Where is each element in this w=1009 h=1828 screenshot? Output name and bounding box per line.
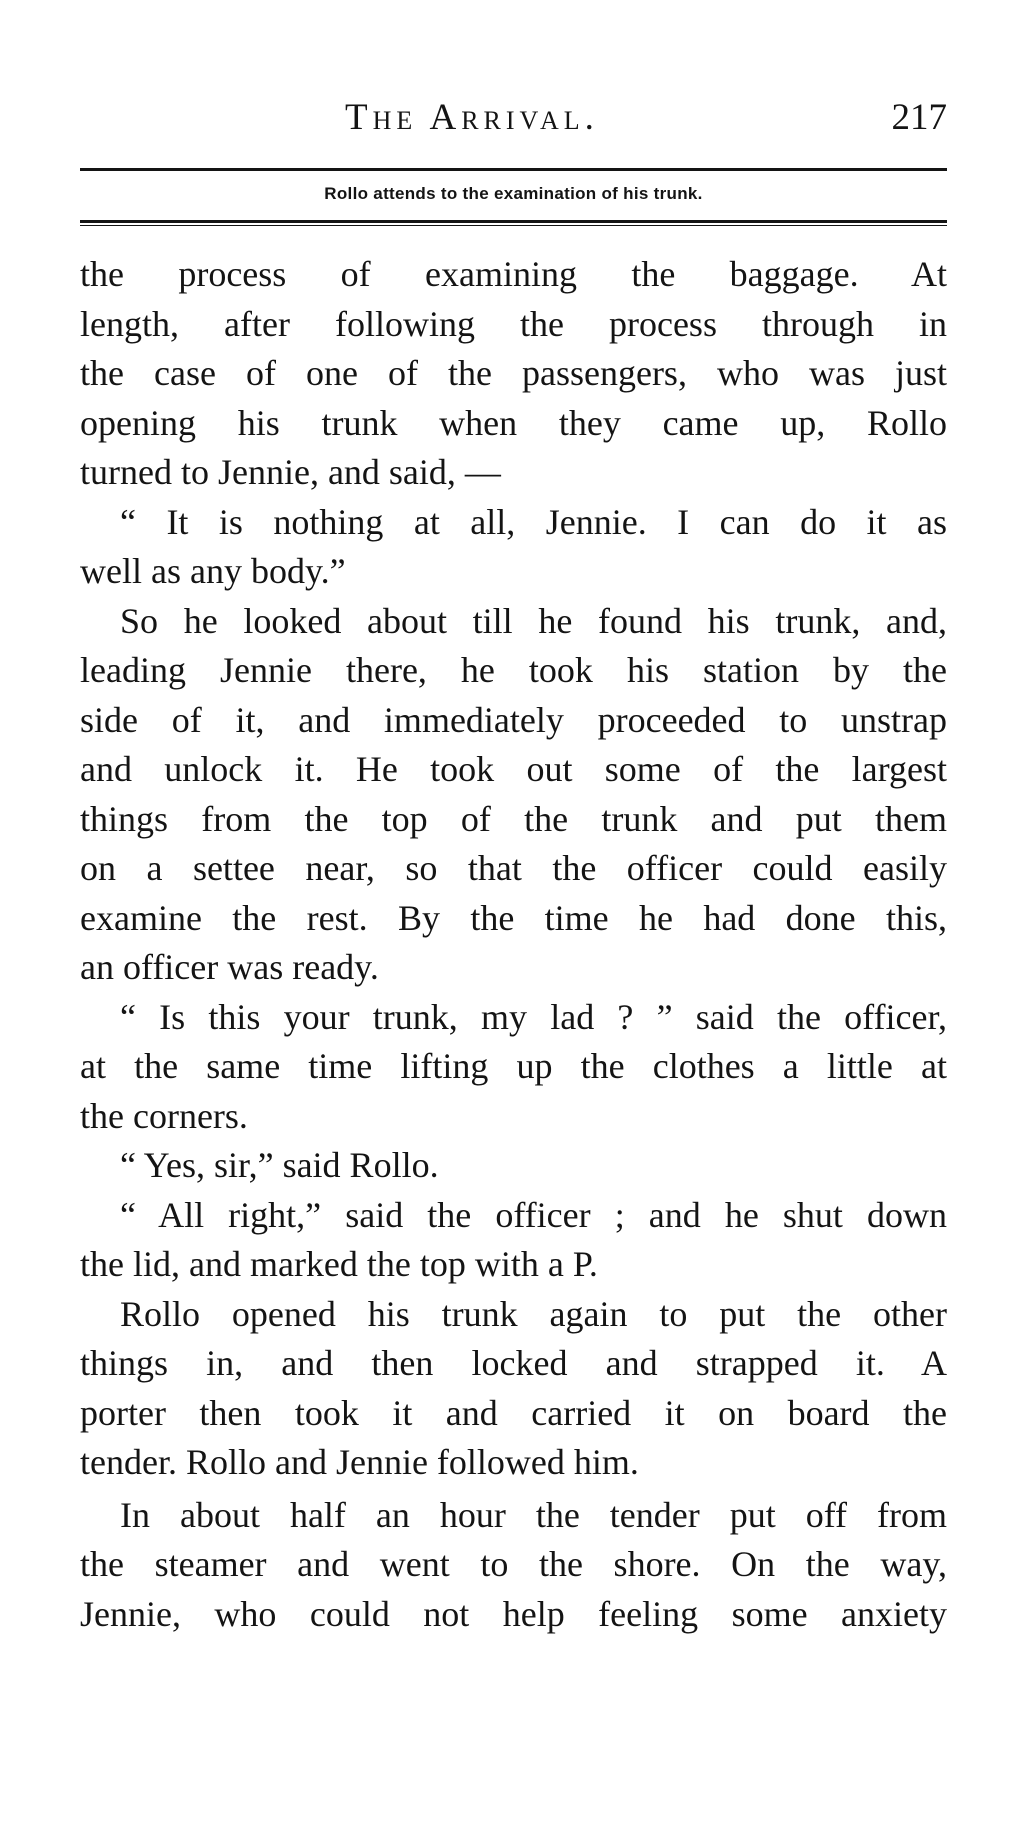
text-line: the steamer and went to the shore. On the way, <box>80 1544 947 1584</box>
text-line: “ It is nothing at all, Jennie. I can do it as <box>120 501 947 542</box>
text-line: at the same time lifting up the clothes a little at <box>80 1046 947 1086</box>
text-line: the case of one of the passengers, who was just <box>80 353 947 393</box>
text-line: the lid, and marked the top with a P. <box>80 1244 598 1284</box>
page-number: 217 <box>891 97 947 138</box>
chapter-subhead: Rollo attends to the examination of his trunk. <box>324 184 703 203</box>
text-line: leading Jennie there, he took his station by the <box>80 650 947 690</box>
text-line: Rollo opened his trunk again to put the other <box>120 1293 947 1334</box>
header-rule-top <box>80 168 947 171</box>
text-line: porter then took it and carried it on board the <box>80 1392 947 1433</box>
text-line: Jennie, who could not help feeling some anxiety <box>80 1593 947 1634</box>
text-line: side of it, and immediately proceeded to unstrap <box>80 699 947 740</box>
text-line: and unlock it. He took out some of the largest <box>80 749 947 789</box>
text-line: examine the rest. By the time he had done this, <box>80 897 947 938</box>
text-line: “ Yes, sir,” said Rollo. <box>120 1145 439 1185</box>
text-line: things in, and then locked and strapped it. A <box>80 1343 947 1383</box>
text-line: In about half an hour the tender put off from <box>120 1494 947 1535</box>
text-line: “ Is this your trunk, my lad ? ” said the officer, <box>120 996 947 1037</box>
header-rule-bottom <box>80 220 947 223</box>
text-line: length, after following the process through in <box>80 303 947 344</box>
text-line: an officer was ready. <box>80 947 379 987</box>
text-line: turned to Jennie, and said, — <box>80 452 501 492</box>
text-line: the process of examining the baggage. At <box>80 254 947 294</box>
text-line: the corners. <box>80 1095 248 1136</box>
running-title: The Arrival. <box>345 97 599 138</box>
body-text <box>80 250 947 1639</box>
text-line: well as any body.” <box>80 551 346 591</box>
text-line: So he looked about till he found his trunk, and, <box>120 600 947 641</box>
text-line: opening his trunk when they came up, Rollo <box>80 402 947 443</box>
header-rule-bottom-thin <box>80 225 947 226</box>
text-line: things from the top of the trunk and put them <box>80 798 947 839</box>
text-line: tender. Rollo and Jennie followed him. <box>80 1442 639 1482</box>
page-header <box>80 96 947 148</box>
text-line: “ All right,” said the officer ; and he shut down <box>120 1194 947 1235</box>
text-line: on a settee near, so that the officer could easily <box>80 848 947 888</box>
